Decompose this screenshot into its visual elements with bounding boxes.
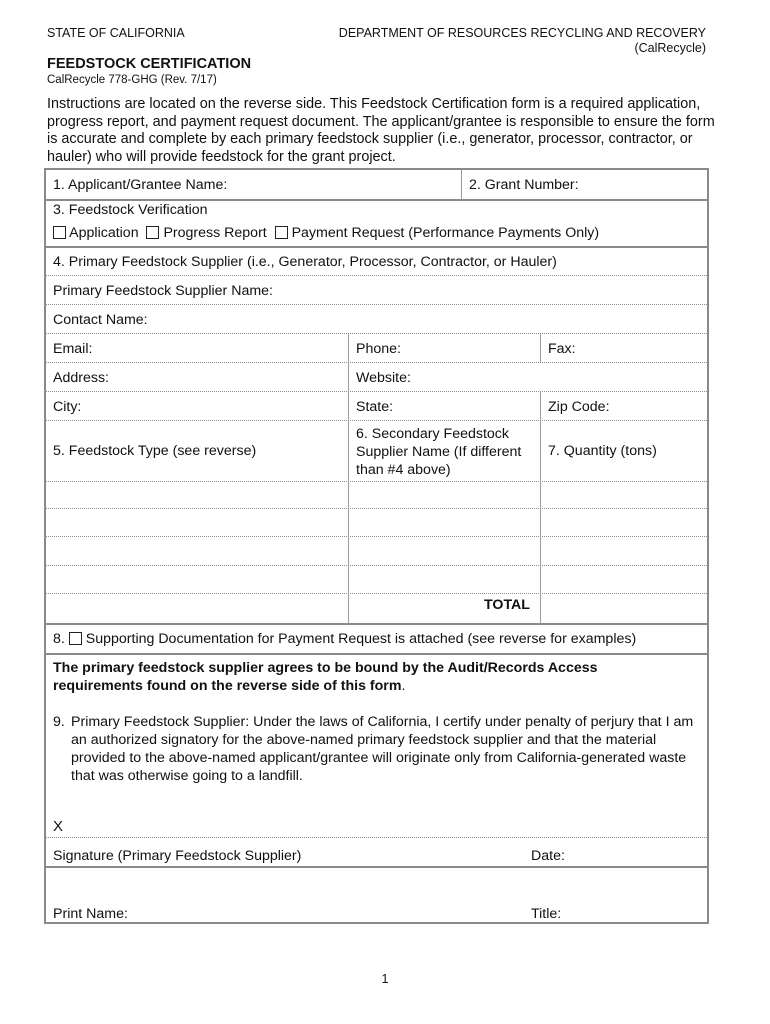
- secondary-supplier-header-line: Supplier Name (If different: [356, 444, 522, 460]
- department-name: DEPARTMENT OF RESOURCES RECYCLING AND RECOVERY: [338, 26, 706, 40]
- row-divider: [46, 623, 707, 625]
- progress-report-checkbox[interactable]: [146, 226, 159, 239]
- column-divider: [461, 170, 462, 199]
- row-divider: [46, 199, 707, 201]
- form-title: FEEDSTOCK CERTIFICATION: [47, 56, 252, 72]
- supporting-docs-label: Supporting Documentation for Payment Request is attached (see reverse for examples): [85, 631, 637, 647]
- certification-number: 9.: [53, 714, 65, 730]
- secondary-supplier-header: [356, 425, 521, 479]
- certification-statement: Primary Feedstock Supplier: Under the laws of California, I certify under penalty of perjury that I am an authorized signatory for the above-named primary feedstock supplier and that the material provided to the above-named applicant/grantee will originate only from California-generated waste that was otherwise going to a landfill.: [71, 714, 694, 784]
- payment-request-checkbox[interactable]: [275, 226, 288, 239]
- dotted-divider: [46, 837, 707, 838]
- row-divider: [46, 246, 707, 248]
- total-quantity-cell[interactable]: [541, 594, 707, 623]
- row-divider: [46, 866, 707, 868]
- state-label: STATE OF CALIFORNIA: [47, 26, 185, 40]
- certification-form: [44, 168, 709, 924]
- website-field[interactable]: Website:: [356, 370, 411, 386]
- date-field[interactable]: Date:: [531, 848, 565, 864]
- city-field[interactable]: City:: [53, 399, 82, 415]
- grant-number-field[interactable]: 2. Grant Number:: [469, 177, 579, 193]
- dotted-divider: [46, 362, 707, 363]
- supporting-docs-checkbox[interactable]: [69, 632, 82, 645]
- department-short-name: (CalRecycle): [634, 41, 706, 55]
- supplier-name-field[interactable]: Primary Feedstock Supplier Name:: [53, 283, 273, 299]
- table-row[interactable]: [46, 482, 707, 508]
- dotted-divider: [46, 420, 707, 421]
- primary-supplier-heading: 4. Primary Feedstock Supplier (i.e., Generator, Processor, Contractor, or Hauler): [53, 254, 557, 270]
- fax-field[interactable]: Fax:: [548, 341, 576, 357]
- dotted-divider: [46, 275, 707, 276]
- signature-label: Signature (Primary Feedstock Supplier): [53, 848, 302, 864]
- audit-agreement-period: .: [401, 678, 406, 694]
- address-field[interactable]: Address:: [53, 370, 109, 386]
- contact-name-field[interactable]: Contact Name:: [53, 312, 148, 328]
- secondary-supplier-header-line: than #4 above): [356, 462, 451, 478]
- supporting-docs-row: [53, 631, 636, 648]
- total-label: TOTAL: [484, 597, 530, 613]
- title-field[interactable]: Title:: [531, 906, 562, 922]
- progress-report-option-label: Progress Report: [163, 225, 267, 241]
- application-option-label: Application: [69, 225, 139, 241]
- form-number: CalRecycle 778-GHG (Rev. 7/17): [47, 74, 217, 86]
- dotted-divider: [46, 304, 707, 305]
- table-row[interactable]: [46, 566, 707, 593]
- column-divider: [540, 333, 541, 362]
- secondary-supplier-header-line: 6. Secondary Feedstock: [356, 426, 509, 442]
- audit-agreement: [53, 659, 673, 695]
- signature-mark: X: [53, 818, 64, 835]
- application-checkbox[interactable]: [53, 226, 66, 239]
- state-field[interactable]: State:: [356, 399, 394, 415]
- phone-field[interactable]: Phone:: [356, 341, 401, 357]
- table-row[interactable]: [46, 509, 707, 536]
- instructions-paragraph: Instructions are located on the reverse side. This Feedstock Certification form is a required application, progress report, and payment request document. The applicant/grantee is responsible to ensure the form is accurate and complete by each primary feedstock supplier (i.e., generator, processor, contractor, or hauler) who will provide feedstock for the grant project.: [47, 96, 715, 165]
- page-number: 1: [381, 972, 389, 986]
- zip-code-field[interactable]: Zip Code:: [548, 399, 610, 415]
- item-8-number: 8.: [53, 631, 65, 647]
- payment-request-option-label: Payment Request (Performance Payments Only): [291, 225, 600, 241]
- signature-field[interactable]: [70, 810, 540, 836]
- feedstock-type-header: 5. Feedstock Type (see reverse): [53, 443, 257, 459]
- verification-options: [53, 225, 599, 242]
- department-header: [339, 26, 706, 56]
- dotted-divider: [46, 333, 707, 334]
- feedstock-verification-label: 3. Feedstock Verification: [53, 202, 208, 218]
- table-row[interactable]: [46, 537, 707, 565]
- row-divider: [46, 653, 707, 655]
- audit-agreement-text: The primary feedstock supplier agrees to be bound by the Audit/Records Access requirements found on the reverse side of this form: [53, 660, 598, 694]
- email-field[interactable]: Email:: [53, 341, 93, 357]
- quantity-header: 7. Quantity (tons): [548, 443, 657, 459]
- dotted-divider: [46, 391, 707, 392]
- applicant-name-field[interactable]: 1. Applicant/Grantee Name:: [53, 177, 228, 193]
- print-name-field[interactable]: Print Name:: [53, 906, 128, 922]
